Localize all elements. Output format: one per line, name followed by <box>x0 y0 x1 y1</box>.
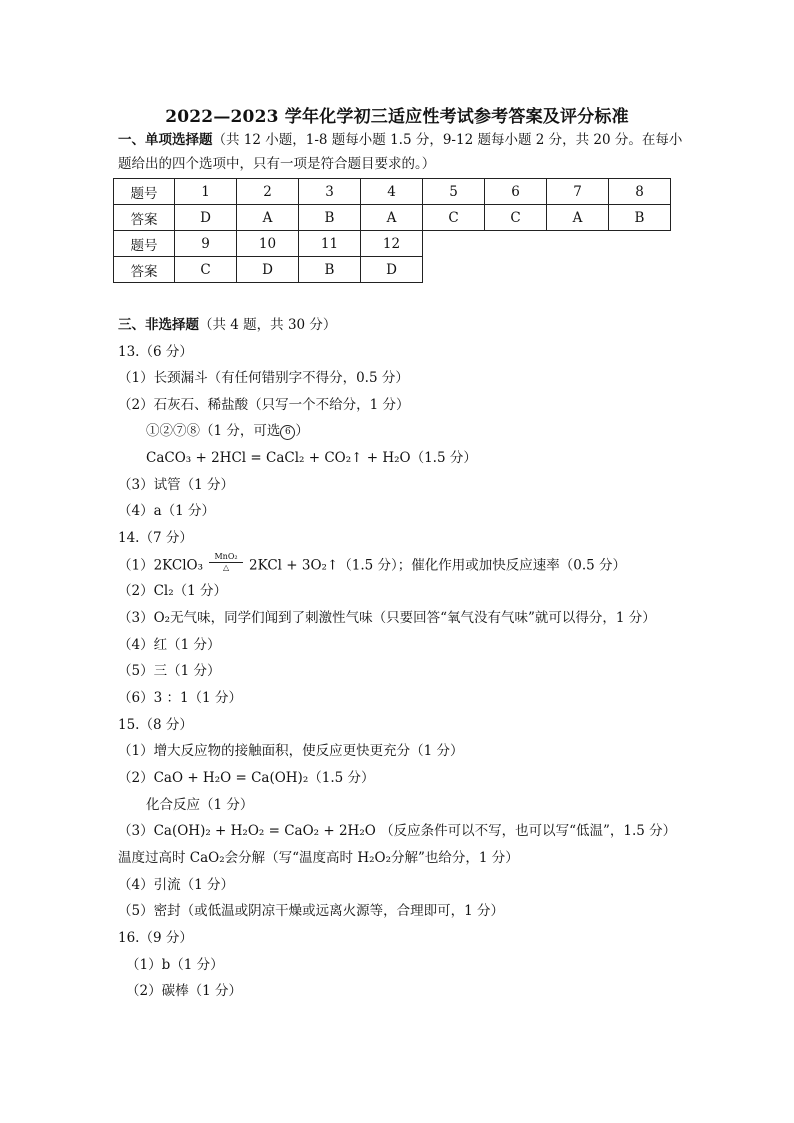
q13-line3 <box>146 422 309 440</box>
table-empty-cell <box>547 231 609 257</box>
q16-line2: （2）碳棒（1 分） <box>126 983 242 999</box>
q13-title: 13.（6 分） <box>118 344 193 360</box>
q16-title: 16.（9 分） <box>118 930 193 946</box>
table-cell: 4 <box>361 179 423 205</box>
table-cell: C <box>423 205 485 231</box>
table-cell: D <box>175 205 237 231</box>
table-empty-cell <box>609 257 671 283</box>
row-header-label: 题号 <box>114 179 175 205</box>
q13-line3-text: ①②⑦⑧（1 分，可选 <box>146 423 281 439</box>
table-row <box>114 257 671 283</box>
section3-heading: 三、非选择题 <box>118 317 199 333</box>
table-cell: 9 <box>175 231 237 257</box>
table-cell: 3 <box>299 179 361 205</box>
section3-line <box>118 316 336 334</box>
reaction-condition <box>209 552 243 572</box>
table-cell: B <box>299 257 361 283</box>
table-cell: A <box>547 205 609 231</box>
section1-desc-b: 题给出的四个选项中，只有一项是符合题目要求的。） <box>118 156 436 172</box>
table-cell: D <box>361 257 423 283</box>
table-cell: C <box>175 257 237 283</box>
section1-heading: 一、单项选择题 <box>118 132 213 148</box>
row-answer-label: 答案 <box>114 257 175 283</box>
q15-line2: （2）CaO + H₂O = Ca(OH)₂（1.5 分） <box>118 770 375 786</box>
table-cell: A <box>361 205 423 231</box>
q14-line2: （2）Cl₂（1 分） <box>118 583 228 599</box>
q15-title: 15.（8 分） <box>118 717 193 733</box>
q14-product: 2KCl + 3O₂↑（1.5 分）；催化作用或加快反应速率（0.5 分） <box>249 557 627 574</box>
q14-line4: （4）红（1 分） <box>118 637 221 653</box>
table-cell: C <box>485 205 547 231</box>
page-title: 2022—2023 学年化学初三适应性考试参考答案及评分标准 <box>165 107 629 127</box>
table-cell: 7 <box>547 179 609 205</box>
table-cell: 12 <box>361 231 423 257</box>
table-empty-cell <box>485 257 547 283</box>
q16-line1: （1）b（1 分） <box>126 957 224 973</box>
table-empty-cell <box>547 257 609 283</box>
q15-line1: （1）增大反应物的接触面积，使反应更快更充分（1 分） <box>118 743 464 759</box>
q13-line3-close: ） <box>295 423 309 439</box>
table-cell: 8 <box>609 179 671 205</box>
q14-title: 14.（7 分） <box>118 530 193 546</box>
table-cell: 11 <box>299 231 361 257</box>
q14-reactant: （1）2KClO₃ <box>118 557 204 574</box>
q13-line5: （3）试管（1 分） <box>118 477 234 493</box>
q15-line5: 温度过高时 CaO₂会分解（写“温度高时 H₂O₂分解”也给分，1 分） <box>118 850 519 866</box>
q13-line6: （4）a（1 分） <box>118 503 216 519</box>
table-row <box>114 231 671 257</box>
row-answer-label: 答案 <box>114 205 175 231</box>
q14-line6: （6）3 ：1（1 分） <box>118 690 242 706</box>
table-row <box>114 179 671 205</box>
table-cell: D <box>237 257 299 283</box>
heat-icon: △ <box>222 563 230 572</box>
q13-equation: CaCO₃ + 2HCl = CaCl₂ + CO₂↑ + H₂O（1.5 分） <box>146 450 477 466</box>
q15-line6: （4）引流（1 分） <box>118 877 234 893</box>
section3-desc: （共 4 题，共 30 分） <box>199 317 337 333</box>
section1-desc-a: （共 12 小题，1-8 题每小题 1.5 分，9-12 题每小题 2 分，共 20 分。在每小 <box>212 132 683 148</box>
table-empty-cell <box>423 257 485 283</box>
q15-line3: 化合反应（1 分） <box>146 797 254 813</box>
q15-line4: （3）Ca(OH)₂ + H₂O₂ = CaO₂ + 2H₂O （反应条件可以不写，也可以写“低温”，1.5 分） <box>118 823 677 839</box>
q14-line1 <box>118 552 627 576</box>
table-cell: A <box>237 205 299 231</box>
table-cell: 1 <box>175 179 237 205</box>
table-cell: 6 <box>485 179 547 205</box>
circled-six-icon: 6 <box>280 425 295 440</box>
table-row <box>114 205 671 231</box>
q13-line2: （2）石灰石、稀盐酸（只写一个不给分，1 分） <box>118 397 410 413</box>
catalyst-label: MnO₂ <box>214 552 238 561</box>
section1-line1 <box>118 131 682 149</box>
q13-line1: （1）长颈漏斗（有任何错别字不得分，0.5 分） <box>118 370 409 386</box>
q14-line5: （5）三（1 分） <box>118 663 221 679</box>
table-cell: 2 <box>237 179 299 205</box>
table-empty-cell <box>423 231 485 257</box>
table-cell: 10 <box>237 231 299 257</box>
answer-table <box>113 178 671 283</box>
table-cell: B <box>299 205 361 231</box>
table-cell: 5 <box>423 179 485 205</box>
table-cell: B <box>609 205 671 231</box>
q15-line7: （5）密封（或低温或阴凉干燥或远离火源等，合理即可，1 分） <box>118 903 504 919</box>
table-empty-cell <box>609 231 671 257</box>
table-empty-cell <box>485 231 547 257</box>
row-header-label: 题号 <box>114 231 175 257</box>
q14-line3: （3）O₂无气味，同学们闻到了刺激性气味（只要回答“氧气没有气味”就可以得分，1 分） <box>118 610 656 626</box>
